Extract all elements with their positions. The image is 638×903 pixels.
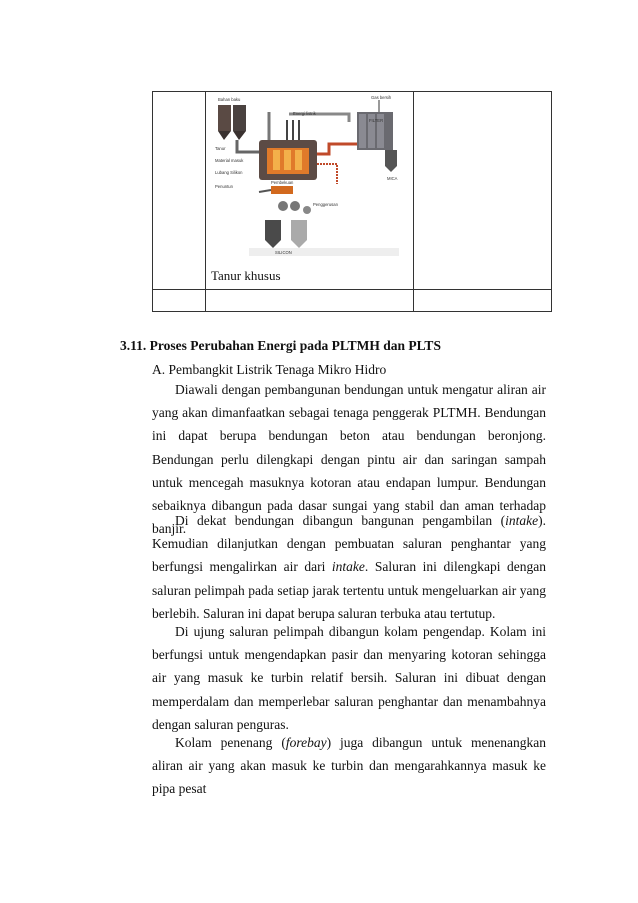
figure-caption: Tanur khusus — [211, 268, 281, 283]
label-gas-bersih: Gas bersih — [371, 95, 392, 100]
label-mica: MICA — [387, 176, 398, 181]
table-cell-empty — [153, 290, 206, 312]
casting-mold — [271, 186, 293, 194]
table-row — [153, 290, 552, 312]
label-filter: FILTER — [369, 118, 384, 123]
silicon-bin-2 — [291, 220, 307, 248]
label-bahan-baku: Bahan baku — [218, 97, 241, 102]
paragraph-4: Kolam penenang (forebay) juga dibangun untuk menenangkan aliran air yang akan masuk ke turbin dan mengarahkannya masuk ke pipa pesat — [152, 735, 546, 797]
paragraph-2: Di dekat bendungan dibangun bangunan pengambilan (intake). Kemudian dilanjutkan dengan pembuatan saluran penghantar yang berfungsi mengalirkan air dari intake. Saluran ini dilengkapi dengan saluran pelimpah pada setiap jarak tertentu untuk mengeluarkan air yang berlebih. Saluran ini dapat berupa saluran terbuka atau tertutup. — [152, 513, 546, 621]
crusher-1 — [278, 201, 288, 211]
paragraph-3: Di ujung saluran pelimpah dibangun kolam pengendap. Kolam ini berfungsi untuk mengendapkan pasir dan menyaring kotoran sehingga air yang masuk ke turbin relatif bersih. Saluran ini dibuat dengan memperdalam dan memperlebar saluran penghantar dan menambahnya dengan saluran penguras. — [152, 624, 546, 732]
label-penggerusan: Penggerusan — [313, 202, 338, 207]
label-material-masuk: Material masuk — [215, 158, 244, 163]
label-tanur: Tanur — [215, 146, 226, 151]
paragraph-1: Diawali dengan pembangunan bendungan untuk mengatur aliran air yang akan dimanfaatkan sebagai tenaga penggerak PLTMH. Bendungan ini dapat berupa bendungan beton atau bendungan beronjong. Bendungan perlu dilengkapi dengan pintu air dan saringan sampah untuk mencegah masuknya kotoran atau endapan lumpur. Bendungan sebaiknya dibangun pada dasar sungai yang stabil dan aman terhadap banjir. — [152, 382, 546, 537]
hopper-1 — [218, 105, 231, 131]
label-silicon: SILICON — [275, 250, 292, 255]
table-cell-empty — [414, 92, 552, 290]
hopper-2 — [233, 105, 246, 131]
label-penuntun: Penuntun — [215, 184, 233, 189]
label-energi-listrik: Energi listrik — [293, 111, 316, 116]
label-lubang-silikon: Lubang Silikon — [215, 170, 243, 175]
italic-term: intake — [505, 513, 539, 528]
furnace-diagram — [209, 92, 409, 264]
crusher-2 — [290, 201, 300, 211]
figure-table — [152, 91, 552, 312]
table-cell-figure — [206, 92, 414, 290]
section-heading: 3.11. Proses Perubahan Energi pada PLTMH dan PLTS — [120, 338, 441, 353]
italic-term: forebay — [285, 735, 327, 750]
table-cell-empty — [153, 92, 206, 290]
section-subheading: A. Pembangkit Listrik Tenaga Mikro Hidro — [152, 362, 387, 377]
table-row — [153, 92, 552, 290]
italic-term: intake — [331, 559, 365, 575]
table-cell-empty — [206, 290, 414, 312]
mica-silo — [385, 150, 397, 172]
silicon-bin-1 — [265, 220, 281, 248]
label-pembekuan: Pembekuan — [271, 180, 294, 185]
table-cell-empty — [414, 290, 552, 312]
